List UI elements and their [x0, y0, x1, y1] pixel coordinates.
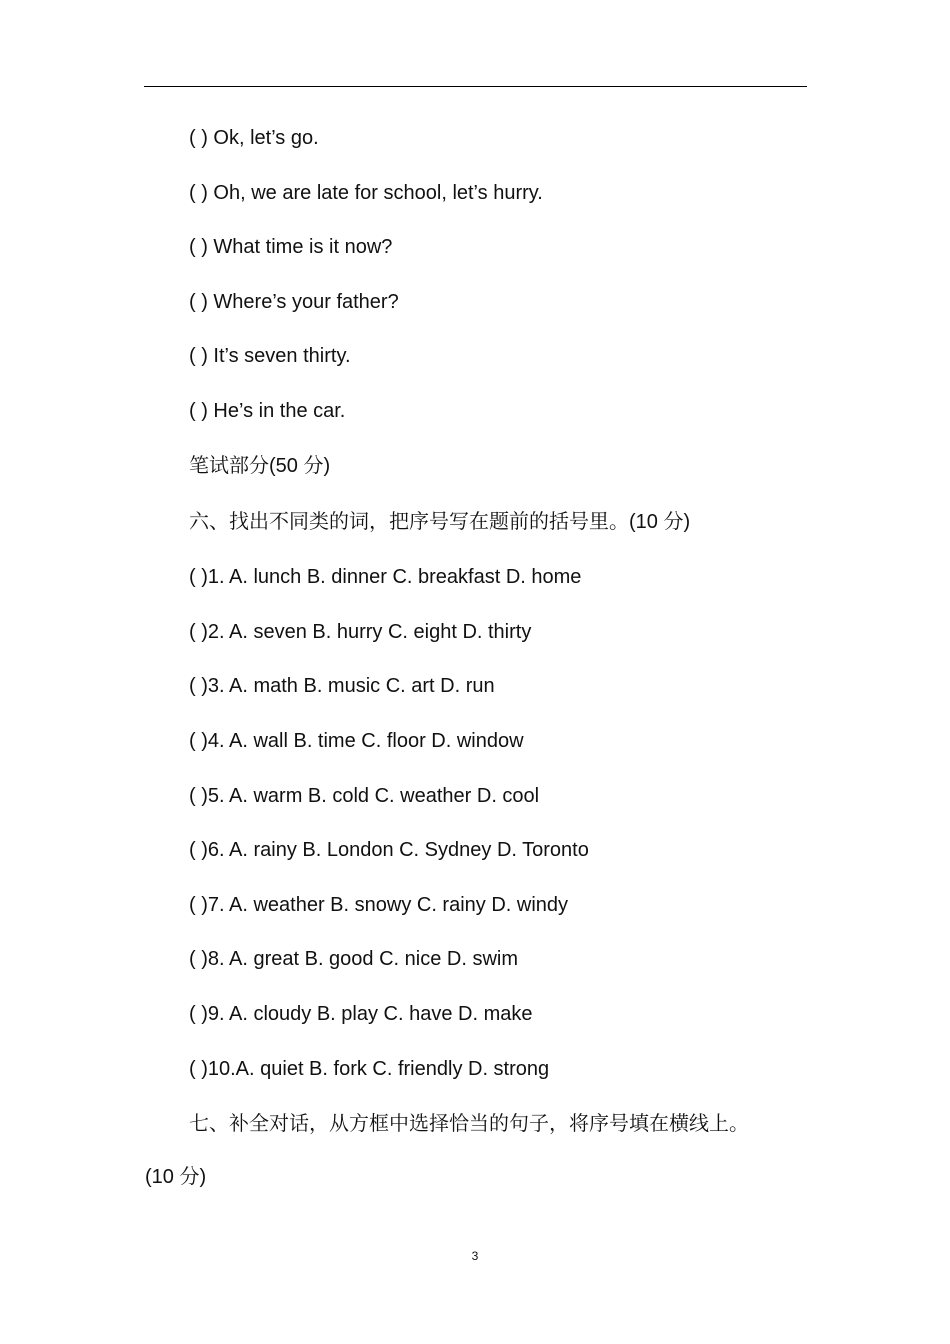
- question-4: ( )4. A. wall B. time C. floor D. window: [189, 730, 524, 752]
- section-heading-seven-points: (10 分): [145, 1166, 207, 1188]
- question-7: ( )7. A. weather B. snowy C. rainy D. windy: [189, 894, 569, 916]
- question-5: ( )5. A. warm B. cold C. weather D. cool: [189, 785, 540, 807]
- dialogue-line-3: ( ) What time is it now?: [189, 236, 393, 258]
- section-heading-six: 六、找出不同类的词，把序号写在题前的括号里。(10 分): [189, 511, 691, 533]
- dialogue-line-5: ( ) It’s seven thirty.: [189, 345, 351, 367]
- question-9: ( )9. A. cloudy B. play C. have D. make: [189, 1003, 533, 1025]
- question-2: ( )2. A. seven B. hurry C. eight D. thirty: [189, 621, 532, 643]
- header-rule: [144, 86, 807, 87]
- section-heading-written: 笔试部分(50 分): [189, 455, 331, 477]
- question-8: ( )8. A. great B. good C. nice D. swim: [189, 948, 519, 970]
- dialogue-line-1: ( ) Ok, let’s go.: [189, 127, 319, 149]
- question-1: ( )1. A. lunch B. dinner C. breakfast D. home: [189, 566, 582, 588]
- question-3: ( )3. A. math B. music C. art D. run: [189, 675, 495, 697]
- dialogue-line-6: ( ) He’s in the car.: [189, 400, 346, 422]
- question-6: ( )6. A. rainy B. London C. Sydney D. Toronto: [189, 839, 589, 861]
- page-number: 3: [471, 1249, 479, 1263]
- dialogue-line-2: ( ) Oh, we are late for school, let’s hurry.: [189, 182, 543, 204]
- question-10: ( )10.A. quiet B. fork C. friendly D. strong: [189, 1058, 550, 1080]
- dialogue-line-4: ( ) Where’s your father?: [189, 291, 399, 313]
- section-heading-seven: 七、补全对话，从方框中选择恰当的句子，将序号填在横线上。: [189, 1113, 749, 1135]
